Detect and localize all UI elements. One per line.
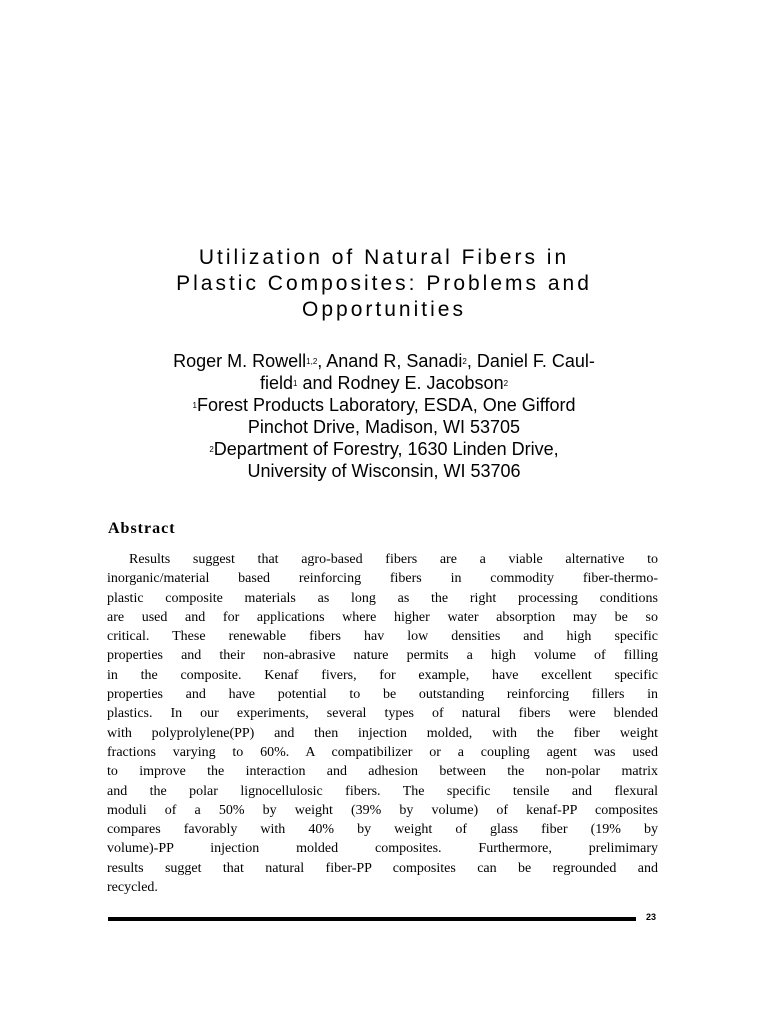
affiliation-1-line-2: Pinchot Drive, Madison, WI 53705 (247, 417, 521, 437)
author-4-name: and Rodney E. Jacobson (297, 373, 504, 393)
title-line-3: Opportunities (302, 298, 466, 321)
affiliation-1-line-1 (100, 394, 668, 416)
page-number: 23 (646, 912, 657, 922)
abstract-body (107, 550, 658, 897)
affiliation-1-text-1: Forest Products Laboratory, ESDA, One Gifford (196, 395, 576, 415)
abstract-line-6: properties and their non-abrasive nature permits a high volume of filling (107, 648, 658, 664)
author-2-superscript: 2 (462, 357, 467, 366)
footer-rule (108, 917, 636, 921)
abstract-line-1: Results suggest that agro-based fibers are a viable alternative to (129, 552, 658, 567)
paper-title (100, 245, 668, 323)
author-2-name: , Anand R, Sanadi (317, 351, 463, 371)
abstract-line-2: inorganic/material based reinforcing fibers in commodity fiber-thermo- (107, 571, 658, 587)
abstract-line-8: properties and have potential to be outstanding reinforcing fillers in (107, 687, 658, 703)
affiliation-2-text-1: Department of Forestry, 1630 Linden Drive, (213, 439, 559, 459)
abstract-line-16: volume)-PP injection molded composites. Furthermore, prelimimary (107, 841, 658, 857)
author-block (100, 350, 668, 482)
abstract-line-5: critical. These renewable fibers hav low densities and high specific (107, 629, 658, 645)
title-line-2: Plastic Composites: Problems and (176, 272, 592, 295)
author-3-name-part2: field (259, 373, 293, 393)
authors-line-1 (100, 350, 668, 372)
abstract-line-14: moduli of a 50% by weight (39% by volume) of kenaf-PP composites (107, 802, 658, 818)
abstract-line-10: with polyprolylene(PP) and then injection molded, with the fiber weight (107, 725, 658, 741)
affiliation-2-line-1 (100, 438, 668, 460)
abstract-line-17: results sugget that natural fiber-PP composites can be regrounded and (107, 860, 658, 876)
abstract-line-4: are used and for applications where higher water absorption may be so (107, 609, 658, 625)
abstract-line-11: fractions varying to 60%. A compatibilizer or a coupling agent was used (107, 744, 658, 760)
abstract-line-9: plastics. In our experiments, several types of natural fibers were blended (107, 706, 658, 722)
title-line-1: Utilization of Natural Fibers in (198, 246, 570, 269)
abstract-heading: Abstract (108, 520, 176, 537)
abstract-line-13: and the polar lignocellulosic fibers. The specific tensile and flexural (107, 783, 658, 799)
author-1-superscript: 1,2 (306, 357, 318, 366)
abstract-line-18: recycled. (107, 880, 158, 896)
author-3-name-part1: , Daniel F. Caul- (466, 351, 595, 371)
authors-line-2 (100, 372, 668, 394)
affiliation-2-line-2: University of Wisconsin, WI 53706 (247, 461, 521, 481)
abstract-line-15: compares favorably with 40% by weight of glass fiber (19% by (107, 822, 658, 838)
author-4-superscript: 2 (503, 379, 509, 388)
author-1-name: Roger M. Rowell (173, 351, 307, 371)
affiliation-2-superscript: 2 (209, 445, 214, 454)
abstract-line-7: in the composite. Kenaf fivers, for example, have excellent specific (107, 667, 658, 683)
abstract-line-12: to improve the interaction and adhesion between the non-polar matrix (107, 764, 658, 780)
abstract-line-3: plastic composite materials as long as the right processing conditions (107, 590, 658, 606)
affiliation-1-superscript: 1 (192, 401, 197, 410)
author-3-superscript: 1 (292, 379, 298, 388)
